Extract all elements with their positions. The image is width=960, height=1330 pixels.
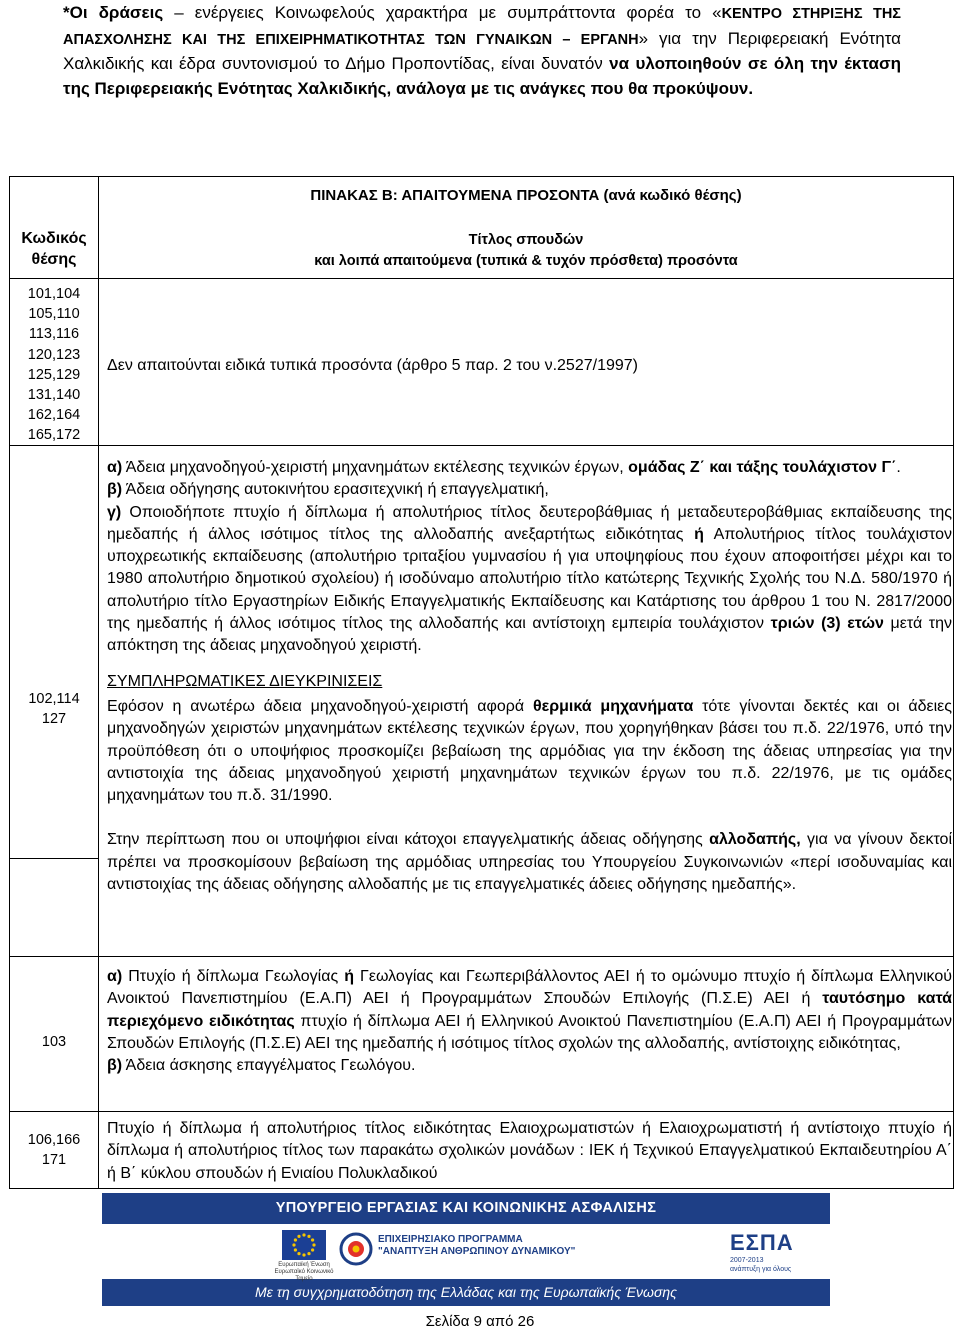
epan-logo-icon	[338, 1232, 374, 1266]
intro-star-label: *Οι δράσεις	[63, 3, 164, 22]
row2-text: α) Άδεια μηχανοδηγού-χειριστή μηχανημάτων εκτέλεσης τεχνικών έργων, ομάδας Ζ΄ και τάξης τουλάχιστον Γ΄. β) Άδεια οδήγησης αυτοκινήτου ερασιτεχνική ή επαγγελματική, γ) Οποιοδήποτε πτυχίο ή δίπλωμα ή απολυτήριος τίτλος δευτεροβάθμιας ή μεταδευτεροβάθμιας εκπαίδευσης της ημεδαπής ή άλλος ισότιμος τίτλος της αλλοδαπής ανεξαρτήτως ειδικότητας ή Απολυτήριος τίτλος τουλάχιστον υποχρεωτικής εκπαίδευσης (απολυτήριο τριταξίου γυμνασίου ή για υποψηφίους που έχουν αποφοιτήσει μέχρι και το 1980 απολυτήριο δημοτικού σχολείου) ή ισοδύναμο απολυτήριο τίτλο κατώτερης Τεχνικής Σχολής του Ν.Δ. 580/1970 ή απολυτήριο τίτλο Εργαστηρίων Ειδικής Επαγγελματικής Εκπαίδευσης και Κατάρτισης του άρθρου 1 του Ν. 2817/2000 της ημεδαπής ή άλλος ισότιμος τίτλος της αλλοδαπής και αντίστοιχη εμπειρία τουλάχιστον τριών (3) ετών μετά την απόκτηση της άδειας μηχανοδηγού χειριστή. ΣΥΜΠΛΗΡΩΜΑΤΙΚΕΣ ΔΙΕΥΚΡΙΝΙΣΕΙΣ Εφόσον η ανωτέρω άδεια μηχανοδηγού-χειριστή αφορά θερμικά μηχανήματα τότε γίνονται δεκτές και οι άδειες μηχανοδηγών χειριστών μηχανημάτων εκτέλεσης τεχνικών έργων, που χορηγήθηκαν βάσει του π.δ. 22/1976, υπό την προϋπόθεση ότι ο υποψήφιος προσκομίζει βεβαίωση της αρμόδιας για την έκδοση της άδειας υπηρεσίας για την αντιστοιχία της άδειας μηχανοδηγού χειριστή μηχανημάτων τεχνικών έργων του π.δ. 22/1976, με τις ομάδες μηχανημάτων του π.δ. 31/1990. Στην περίπτωση που οι υποψήφιοι είναι κάτοχοι επαγγελματικής άδειας οδήγησης αλλοδαπής, για να γίνουν δεκτοί πρέπει να προσκομίσουν βεβαίωση της αρμόδιας υπηρεσίας του Υπουργείου Συγκοινωνιών «περί ισοδυναμίας και αντιστοιχίας της άδειας οδήγησης αλλοδαπής με τις επαγγελματικές άδειες οδήγησης ημεδαπής».	[107, 459, 953, 894]
supplementary-heading: ΣΥΜΠΛΗΡΩΜΑΤΙΚΕΣ ΔΙΕΥΚΡΙΝΙΣΕΙΣ	[107, 672, 383, 690]
row4-codes	[10, 1130, 98, 1170]
row-separator	[10, 1111, 953, 1112]
page-number: Σελίδα 9 από 26	[425, 1313, 535, 1330]
position-code: 171	[41, 1152, 67, 1169]
eu-flag-icon	[282, 1230, 326, 1260]
row3-code: 103	[41, 1034, 67, 1050]
column-divider	[98, 177, 99, 1188]
ministry-bar: ΥΠΟΥΡΓΕΙΟ ΕΡΓΑΣΙΑΣ ΚΑΙ ΚΟΙΝΩΝΙΚΗΣ ΑΣΦΑΛΙΣΗΣ	[102, 1193, 830, 1224]
table-title: ΠΙΝΑΚΑΣ Β: ΑΠΑΙΤΟΥΜΕΝΑ ΠΡΟΣΟΝΤΑ (ανά κωδικό θέσης)	[310, 187, 742, 204]
position-code: 106,166	[27, 1132, 81, 1148]
row1-codes	[10, 284, 98, 446]
row-separator	[10, 278, 953, 279]
row4-text: Πτυχίο ή δίπλωμα ή απολυτήριος τίτλος ειδικότητας Ελαιοχρωματιστών ή Ελαιοχρωματιστή ή αντίστοιχο πτυχίο ή δίπλωμα ή απολυτήριος τίτλος των παρακάτω σχολικών μονάδων : ΙΕΚ ή Τεχνικού Επαγγελματικού Εκπαιδευτηρίου Α΄ ή Β΄ κύκλου σπουδών ή Ενιαίου Πολυκλαδικού	[107, 1120, 952, 1182]
logos-strip	[102, 1224, 830, 1282]
position-code: 105,110	[28, 306, 80, 323]
kentro-name: ΚΕΝΤΡΟ ΣΤΗΡΙΞΗΣ ΤΗΣ ΑΠΑΣΧΟΛΗΣΗΣ ΚΑΙ ΤΗΣ ΕΠΙΧΕΙΡΗΜΑΤΙΚΟΤΗΤΑΣ ΤΩΝ ΓΥΝΑΙΚΩΝ – ΕΡΓΑΝΗ	[63, 6, 901, 48]
position-code: 127	[41, 711, 67, 728]
header-code-column: Κωδικός θέσης	[21, 230, 87, 268]
position-code: 102,114	[28, 691, 80, 707]
espa-sub: 2007-2013 ανάπτυξη για όλους	[730, 1257, 792, 1273]
funding-banner	[102, 1193, 830, 1306]
header-title-column: Τίτλος σπουδών και λοιπά απαιτούμενα (τυπικά & τυχόν πρόσθετα) προσόντα	[314, 232, 738, 269]
intro-paragraph: *Οι δράσεις – ενέργειες Κοινωφελούς χαρακτήρα με συμπράττοντα φορέα το «ΚΕΝΤΡΟ ΣΤΗΡΙΞΗΣ ΤΗΣ ΑΠΑΣΧΟΛΗΣΗΣ ΚΑΙ ΤΗΣ ΕΠΙΧΕΙΡΗΜΑΤΙΚΟΤΗΤΑΣ ΤΩΝ ΓΥΝΑΙΚΩΝ – ΕΡΓΑΝΗ» για την Περιφερειακή Ενότητα Χαλκιδικής και έδρα συντονισμού το Δήμο Προποντίδας, είναι δυνατόν να υλοποιηθούν σε όλη την έκταση της Περιφερειακής Ενότητας Χαλκιδικής, ανάλογα με τις ανάγκες που θα προκύψουν.	[63, 3, 901, 98]
position-code: 162,164	[27, 407, 81, 424]
row-separator	[10, 956, 953, 957]
requirements-table	[9, 176, 954, 1189]
eu-label: Ευρωπαϊκή Ένωση Ευρωπαϊκό Κοινωνικό Ταμείο	[274, 1262, 334, 1282]
row1-text: Δεν απαιτούνται ειδικά τυπικά προσόντα (άρθρο 5 παρ. 2 του ν.2527/1997)	[107, 357, 638, 374]
row2-codes	[10, 689, 98, 729]
row-separator	[10, 858, 98, 859]
position-code: 101,104	[27, 286, 81, 302]
support-bar: Με τη συγχρηματοδότηση της Ελλάδας και της Ευρωπαϊκής Ένωσης	[102, 1279, 830, 1306]
position-code: 165,172	[27, 427, 81, 444]
position-code: 125,129	[27, 366, 81, 383]
position-code: 120,123	[27, 346, 81, 363]
espa-logo: ΕΣΠΑ	[730, 1230, 794, 1255]
epan-text: ΕΠΙΧΕΙΡΗΣΙΑΚΟ ΠΡΟΓΡΑΜΜΑ "ΑΝΑΠΤΥΞΗ ΑΝΘΡΩΠΙΝΟΥ ΔΥΝΑΜΙΚΟΥ"	[378, 1234, 576, 1257]
row-separator	[10, 445, 953, 446]
position-code: 113,116	[28, 326, 80, 343]
row3-text: α) Πτυχίο ή δίπλωμα Γεωλογίας ή Γεωλογίας και Γεωπεριβάλλοντος ΑΕΙ ή το ομώνυμο πτυχίο ή δίπλωμα Ελληνικού Ανοικτού Πανεπιστημίου (Ε.Α.Π) ΑΕΙ ή Προγραμμάτων Σπουδών Επιλογής (Π.Σ.Ε) ΑΕΙ ή ταυτόσημο κατά περιεχόμενο ειδικότητας πτυχίο ή δίπλωμα ΑΕΙ ή Ελληνικού Ανοικτού Πανεπιστημίου (Ε.Α.Π) ΑΕΙ ή Προγραμμάτων Σπουδών Επιλογής (Π.Σ.Ε) ΑΕΙ της ημεδαπής ή ισότιμος τίτλος σχολών της αλλοδαπής, αντίστοιχης ειδικότητας, β) Άδεια άσκησης επαγγέλματος Γεωλόγου.	[107, 968, 953, 1075]
position-code: 131,140	[27, 387, 81, 404]
